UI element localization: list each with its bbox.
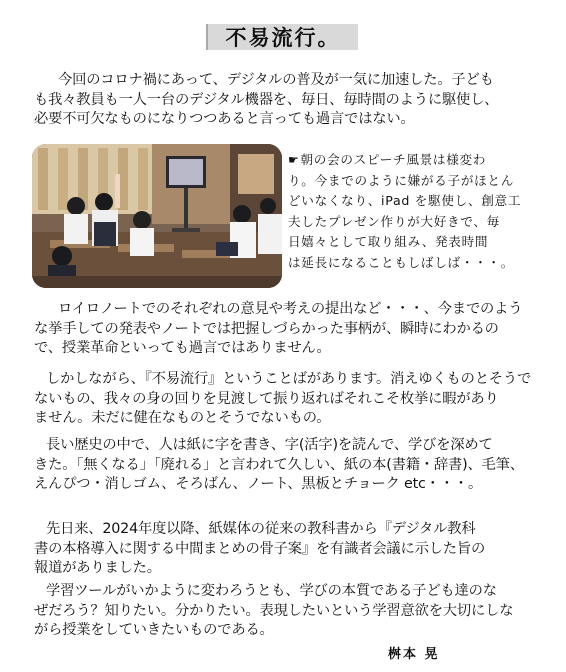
page-title [206,24,358,50]
paragraph-line: 必要不可欠なものになりつつあると言っても過言ではない。 [34,111,415,128]
paragraph-line: きた。「無くなる」「廃れる」と言われて久しい、紙の本(書籍・辞書)、毛筆、 [34,456,524,473]
caption-line: 夫したプレゼン作りが大好きで、毎 [288,213,500,229]
body-paragraph [34,300,534,359]
paragraph-line: 今回のコロナ禍にあって、デジタルの普及が一気に加速した。子ども [58,72,494,88]
paragraph-line: ロイロノートでのそれぞれの意見や考えの提出など・・・、今までのよう [58,301,523,317]
caption-line: どいなくなり、iPad を駆使し、創意工 [288,193,522,208]
photo-caption [288,150,538,273]
paragraph-line: ぜだろう？知りたい。分かりたい。表現したいという学習意欲を大切にしな [34,602,514,619]
intro-paragraph [34,71,534,130]
paragraph-line: も我々教員も一人一台のデジタル機器を、毎日、毎時間のように駆使し、 [34,91,499,108]
paragraph-line: 先日来、2024年度以降、紙媒体の従来の教科書から『デジタル教科 [46,521,476,537]
author-signature: 桝本 晃 [388,647,440,662]
paragraph-line: ないもの、我々の身の回りを見渡して振り返ればそれこそ枚挙に暇があり [34,390,499,407]
page-title-text: 不易流行。 [225,26,341,50]
body-paragraph [34,370,534,429]
pointing-hand-icon: ☛ [288,153,300,167]
paragraph-line: えんぴつ・消しゴム、そろばん、ノート、黒板とチョーク etc・・・。 [34,476,483,493]
caption-line: り。今までのように嫌がる子がほとん [288,172,514,188]
caption-text: 朝の会のスピーチ風景は様変わ [300,152,487,167]
caption-line: 日嬉々として取り組み、発表時間 [288,234,489,249]
paragraph-line: 長い歴史の中で、人は紙に字を書き、字(活字)を読んで、学びを深めて [46,437,493,453]
paragraph-line: ません。未だに健在なものとそうでないもの。 [34,410,331,427]
paragraph-line: な挙手しての発表やノートでは把握しづらかった事柄が、瞬時にわかるの [34,320,499,337]
body-paragraph [34,582,534,641]
paragraph-line: しかしながら、『不易流行』ということばがあります。消えゆくものとそうで [46,371,532,387]
paragraph-line: 学習ツールがいかように変わろうとも、学びの本質である子ども達のな [46,583,497,599]
paragraph-line: 報道がありました。 [34,560,161,577]
paragraph-line: 書の本格導入に関する中間まとめの骨子案』を有識者会議に示した旨の [34,540,486,557]
paragraph-line: がら授業をしていきたいものである。 [34,622,274,639]
body-paragraph [34,520,534,579]
caption-line [288,150,538,171]
classroom-photo [32,144,282,288]
paragraph-line: で、授業革命といっても過言ではありません。 [34,340,331,357]
body-paragraph [34,436,534,495]
caption-line: は延長になることもしばしば・・・。 [288,254,514,270]
classroom-photo-image [32,144,282,288]
